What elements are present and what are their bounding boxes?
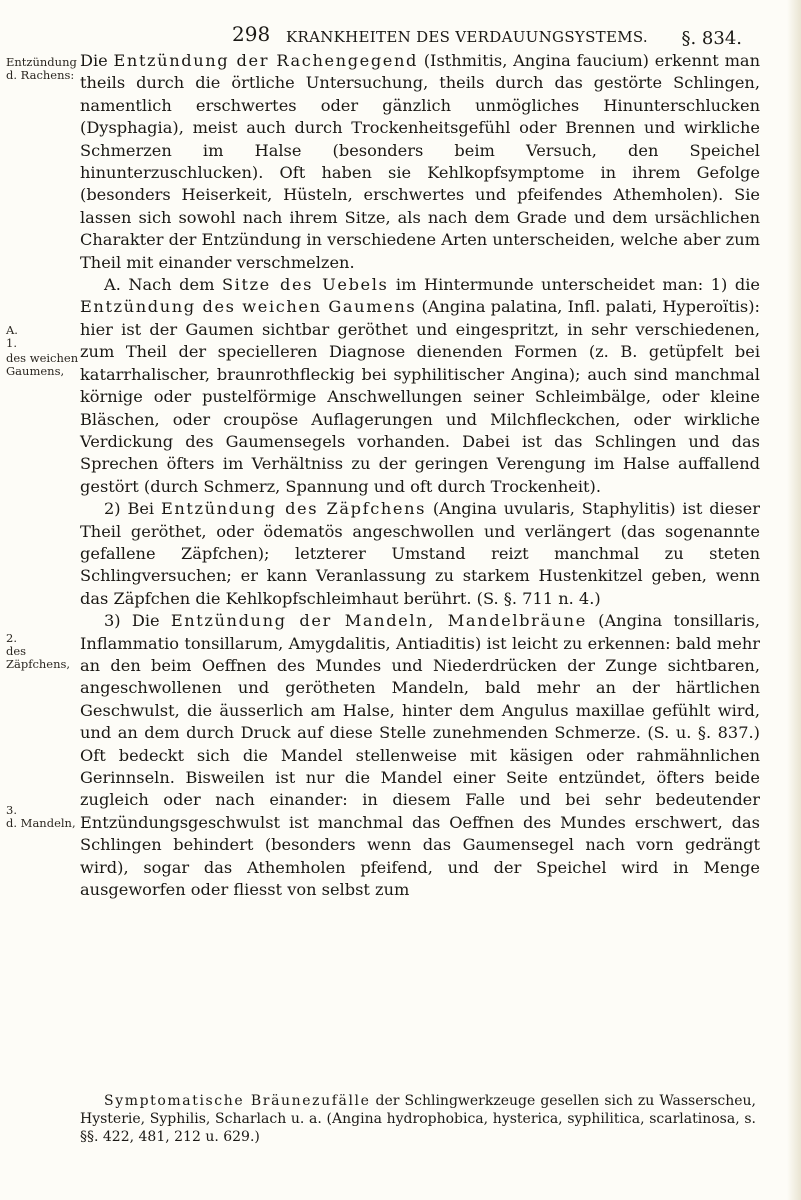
spaced-term: Symptomatische Bräunezufälle xyxy=(104,1093,371,1109)
margin-note-line: 1. xyxy=(6,336,17,350)
margin-note-line: Entzündung xyxy=(6,55,77,69)
margin-note-line: des weichen xyxy=(6,351,79,365)
page-edge-shadow xyxy=(787,0,801,1200)
spaced-term: Entzündung des Zäpfchens xyxy=(160,499,427,519)
margin-note-line: d. Rachens: xyxy=(6,68,75,82)
margin-note-a1 xyxy=(6,324,72,350)
margin-note-mandeln xyxy=(6,803,76,830)
main-text xyxy=(80,50,760,901)
margin-note-weichen-gaumens xyxy=(6,351,79,378)
spaced-term: Sitze des Uebels xyxy=(221,275,389,295)
margin-note-line: des xyxy=(6,644,27,658)
spaced-term: Entzündung der Rachengegend xyxy=(113,51,418,70)
margin-note-line: Zäpfchens, xyxy=(6,657,71,671)
small-print-paragraph xyxy=(80,1092,756,1146)
margin-note-line: A. xyxy=(6,323,18,337)
paragraph-weicher-gaumen: A. Nach dem Sitze des Uebels im Hintermunde unterscheidet man: 1) die Entzündung des weichen Gaumens (Angina palatina, Infl. palati, Hyperoïtis): hier ist der Gaumen sichtbar geröthet und eingespritzt, in sehr verschiedenen, zum Theil der specielleren Diagnose dienenden Formen (z. B. getüpfelt bei katarrhalischer, braunrothfleckig bei syphilitischer Angina); auch sind manchmal körnige oder pustelförmige Anschwellungen seiner Schleimbälge, oder kleine Bläschen, oder croupöse Auflagerungen und Milchfleckchen, oder wirkliche Verdickung des Gaumensegels vorhanden. Dabei ist das Schlingen und das Sprechen öfters im Verhältniss zu der geringen Verengung im Halse auffallend gestört (durch Schmerz, Spannung und oft durch Trockenheit). xyxy=(80,275,761,496)
margin-note-line: 3. xyxy=(6,803,17,817)
paragraph-mandeln: 3) Die Entzündung der Mandeln, Mandelbräune (Angina tonsillaris, Inflammatio tonsillarum, Amygdalitis, Antiaditis) ist leicht zu erkennen: bald mehr an den beim Oeffnen des Mundes und Niederdrücken der Zunge sichtbaren, angeschwollenen und gerötheten Mandeln, bald mehr an der härtlichen Geschwulst, die äusserlich am Halse, hinter dem Angulus maxillae gefühlt wird, und an dem durch Druck auf diese Stelle zunehmenden Schmerze. (S. u. §. 837.) Oft bedeckt sich die Mandel stellenweise mit käsigen oder rahmähnlichen Gerinnseln. Bisweilen ist nur die Mandel einer Seite entzündet, öfters beide zugleich oder nach einander: in diesem Falle und bei sehr bedeutender Entzündungsgeschwulst ist manchmal das Oeffnen des Mundes erschwert, das Schlingen behindert (besonders wenn das Gaumensegel nach vorn gedrängt wird), sogar das Athemholen pfeifend, und der Speichel wird in Menge ausgeworfen oder fliesst von selbst zum xyxy=(80,611,760,900)
page-number: 298 xyxy=(232,22,271,46)
margin-note-line: d. Mandeln, xyxy=(6,816,76,830)
margin-note-line: Gaumens, xyxy=(6,364,65,378)
margin-note-line: 2. xyxy=(6,631,17,645)
running-head: KRANKHEITEN DES VERDAUUNGSYSTEMS. xyxy=(286,28,648,46)
spaced-term: Entzündung der Mandeln, Mandelbräune xyxy=(170,611,587,631)
paragraph-intro: Die Entzündung der Rachengegend (Isthmitis, Angina faucium) erkennt man theils durch die örtliche Untersuchung, theils durch das gestörte Schlingen, namentlich erschwertes oder gänzlich unmögliches Hinunterschlucken (Dysphagia), meist auch durch Trockenheitsgefühl oder Brennen und wirkliche Schmerzen im Halse (besonders beim Versuch, den Speichel hinunterzuschlucken). Oft haben sie Kehlkopfsymptome in ihrem Gefolge (besonders Heiserkeit, Hüsteln, erschwertes und pfeifendes Athemholen). Sie lassen sich sowohl nach ihrem Sitze, als nach dem Grade und dem ursächlichen Charakter der Entzündung in verschiedene Arten unterscheiden, welche aber zum Theil mit einander verschmelzen. xyxy=(80,51,760,272)
margin-note-entzuendung-rachens xyxy=(6,55,77,82)
margin-note-zaepfchens xyxy=(6,632,72,671)
section-number: §. 834. xyxy=(681,28,742,49)
paragraph-symptomatische: Symptomatische Bräunezufälle der Schlingwerkzeuge gesellen sich zu Wasserscheu, Hysterie, Syphilis, Scharlach u. a. (Angina hydrophobica, hysterica, syphilitica, scarlatinosa, s. §§. 422, 481, 212 u. 629.) xyxy=(80,1093,756,1145)
paragraph-zaepfchen: 2) Bei Entzündung des Zäpfchens (Angina uvularis, Staphylitis) ist dieser Theil geröthet, oder ödematös angeschwollen und verlängert (das sogenannte gefallene Zäpfchen); letzterer Umstand reizt manchmal zu steten Schlingversuchen; er kann Veranlassung zu starkem Hustenkitzel geben, wenn das Zäpfchen die Kehlkopfschleimhaut berührt. (S. §. 711 n. 4.) xyxy=(80,499,760,608)
spaced-term: Entzündung des weichen Gaumens xyxy=(80,297,417,317)
